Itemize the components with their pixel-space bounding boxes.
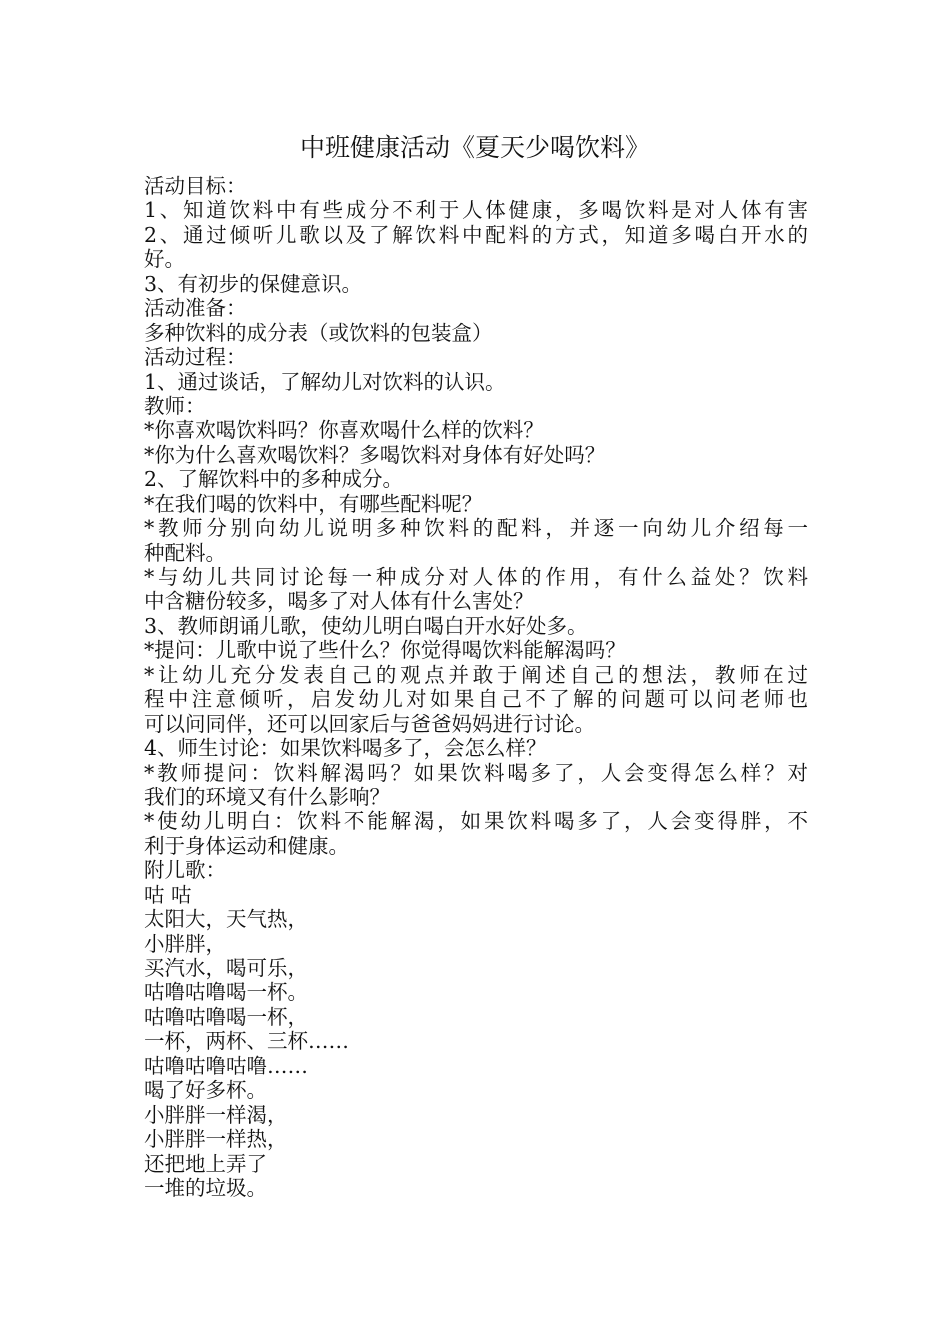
paragraph-line: 我们的环境又有什么影响？ [144, 784, 390, 809]
paragraph-line: *教师提问：饮料解渴吗？如果饮料喝多了，人会变得怎么样？对 [144, 760, 808, 785]
paragraph-line: *提问：儿歌中说了些什么？你觉得喝饮料能解渴吗？ [144, 638, 626, 663]
paragraph-line: *教师分别向幼儿说明多种饮料的配料，并逐一向幼儿介绍每一 [144, 516, 808, 541]
paragraph-line: *你为什么喜欢喝饮料？多喝饮料对身体有好处吗？ [144, 442, 606, 467]
document-body [144, 174, 808, 1200]
song-line: 一杯，两杯、三杯…… [144, 1029, 349, 1054]
song-line: 小胖胖， [144, 931, 226, 956]
paragraph-line: *与幼儿共同讨论每一种成分对人体的作用，有什么益处？饮料 [144, 565, 808, 589]
paragraph-line: 种配料。 [144, 540, 226, 565]
paragraph-line: 可以问同伴，还可以回家后与爸爸妈妈进行讨论。 [144, 711, 595, 736]
paragraph-line: 3、教师朗诵儿歌，使幼儿明白喝白开水好处多。 [144, 613, 588, 638]
section-heading-song: 附儿歌： [144, 858, 226, 883]
document-title: 中班健康活动《夏天少喝饮料》 [299, 133, 650, 162]
paragraph-line: 好。 [144, 247, 185, 272]
paragraph-line: 利于身体运动和健康。 [144, 833, 349, 858]
song-line: 咕噜咕噜喝一杯。 [144, 980, 308, 1005]
song-line: 咕噜咕噜喝一杯， [144, 1004, 308, 1029]
paragraph-line: 1、通过谈话，了解幼儿对饮料的认识。 [144, 369, 506, 394]
section-heading-goals: 活动目标： [144, 174, 247, 198]
song-line: 一堆的垃圾。 [144, 1175, 267, 1200]
section-heading-process: 活动过程： [144, 345, 247, 370]
paragraph-line: *你喜欢喝饮料吗？你喜欢喝什么样的饮料？ [144, 418, 544, 443]
song-line: 小胖胖一样渴， [144, 1102, 288, 1127]
paragraph-line: *使幼儿明白：饮料不能解渴，如果饮料喝多了，人会变得胖，不 [144, 809, 808, 834]
song-line: 喝了好多杯。 [144, 1078, 267, 1103]
song-line: 小胖胖一样热， [144, 1127, 288, 1152]
section-heading-preparation: 活动准备： [144, 296, 247, 321]
paragraph-line: 中含糖份较多，喝多了对人体有什么害处？ [144, 589, 534, 614]
song-line: 买汽水，喝可乐， [144, 956, 308, 980]
paragraph-line: 2、了解饮料中的多种成分。 [144, 467, 404, 492]
paragraph-line: 教师： [144, 393, 206, 418]
paragraph-line: *在我们喝的饮料中，有哪些配料呢？ [144, 491, 483, 516]
paragraph-line: 2、通过倾听儿歌以及了解饮料中配料的方式，知道多喝白开水的 [144, 222, 808, 247]
paragraph-line: 4、师生讨论：如果饮料喝多了，会怎么样？ [144, 736, 547, 761]
song-line: 还把地上弄了 [144, 1151, 267, 1176]
paragraph-line: 1、知道饮料中有些成分不利于人体健康，多喝饮料是对人体有害 [144, 198, 808, 223]
paragraph-line: 多种饮料的成分表（或饮料的包装盒） [144, 320, 493, 345]
paragraph-line: *让幼儿充分发表自己的观点并敢于阐述自己的想法，教师在过 [144, 662, 808, 687]
paragraph-line: 程中注意倾听，启发幼儿对如果自己不了解的问题可以问老师也 [144, 687, 808, 712]
paragraph-line: 3、有初步的保健意识。 [144, 271, 363, 296]
song-line: 咕噜咕噜咕噜…… [144, 1053, 308, 1078]
song-title: 咕 咕 [144, 882, 192, 907]
song-line: 太阳大，天气热， [144, 907, 308, 932]
